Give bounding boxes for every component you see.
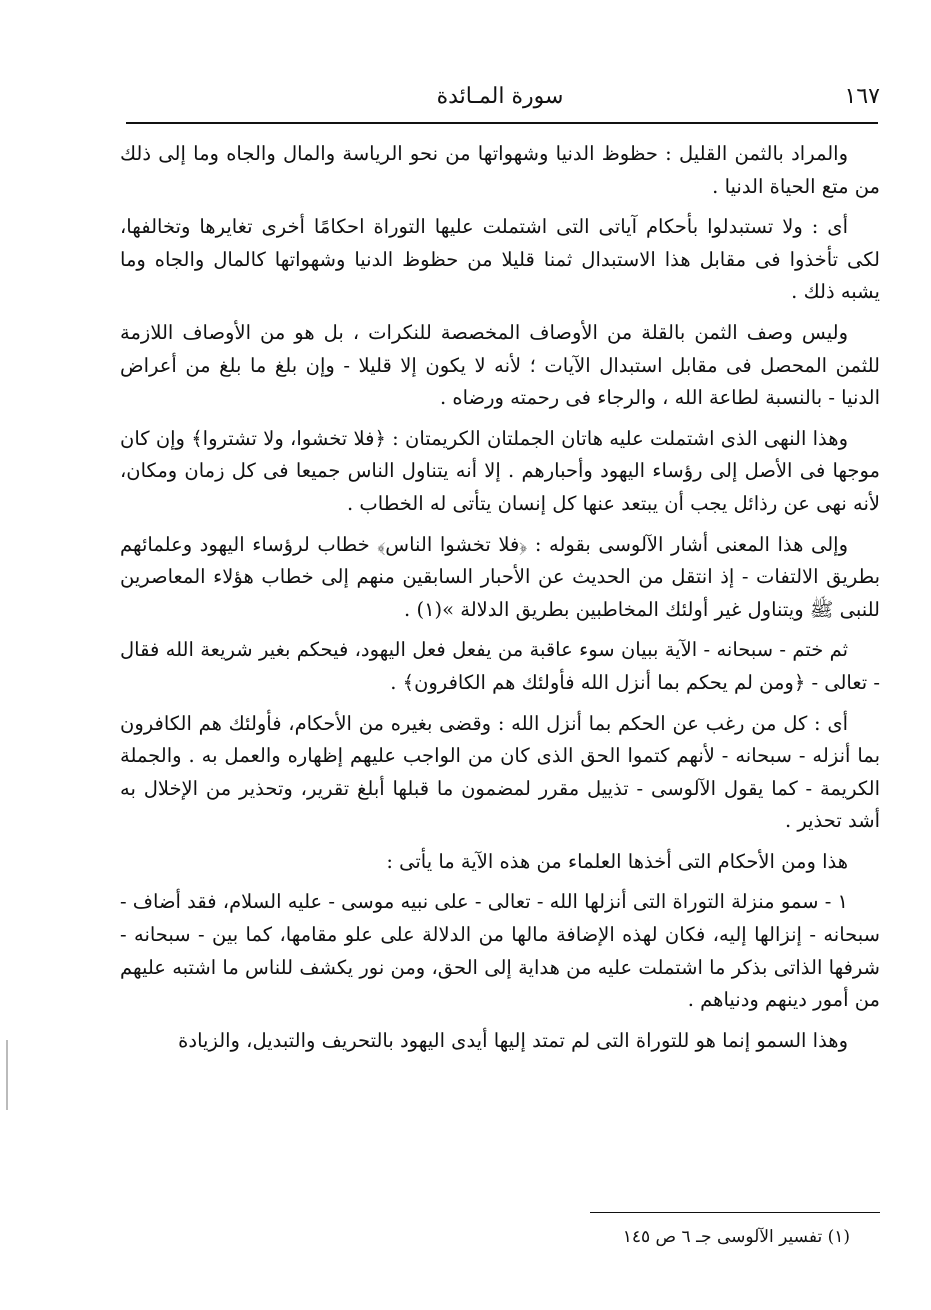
paragraph: والمراد بالثمن القليل : حظوظ الدنيا وشهواتها من نحو الرياسة والمال والجاه وما إلى ذلك من متع الحياة الدنيا . bbox=[120, 142, 880, 198]
paragraph: وإلى هذا المعنى أشار الآلوسى بقوله : ﴿فلا تخشوا الناس﴾ خطاب لرؤساء اليهود وعلمائهم بطريق الالتفات - إذ انتقل من الحديث عن الأحبار السابقين منهم إلى خطاب هؤلاء المعاصرين للنبى ﷺ ويتناول غير أولئك المخاطبين بطريق الدلالة »(١) . bbox=[120, 532, 880, 621]
page-header bbox=[120, 84, 880, 116]
paragraph: وليس وصف الثمن بالقلة من الأوصاف المخصصة للنكرات ، بل هو من الأوصاف اللازمة للثمن المحصل فى مقابل استبدال الآيات ؛ لأنه لا يكون إلا قليلا - وإن بلغ ما بلغ من أعراض الدنيا - بالنسبة لطاعة الله ، والرجاء فى رحمته ورضاه . bbox=[120, 320, 880, 410]
page-number: ١٦٧ bbox=[844, 84, 880, 109]
paragraph: هذا ومن الأحكام التى أخذها العلماء من هذه الآية ما يأتى : bbox=[386, 849, 848, 873]
paragraph: ثم ختم - سبحانه - الآية ببيان سوء عاقبة من يفعل فعل اليهود، فيحكم بغير شريعة الله فقال - تعالى - ﴿ومن لم يحكم بما أنزل الله فأولئك هم الكافرون﴾ . bbox=[120, 638, 880, 694]
footnote: (١) تفسير الآلوسى جـ ٦ ص ١٤٥ bbox=[622, 1227, 850, 1247]
surah-title: سورة المـائدة bbox=[436, 84, 564, 109]
paragraph: ١ - سمو منزلة التوراة التى أنزلها الله - تعالى - على نبيه موسى - عليه السلام، فقد أضاف - سبحانه - إنزالها إليه، فكان لهذه الإضافة مالها من الدلالة على علو مقامها، كما بين - سبحانه - شرفها الذاتى بذكر ما اشتملت عليه من هداية إلى الحق، ومن نور يكشف للناس ما اشتبه عليهم من أمور دينهم ودنياهم . bbox=[120, 890, 880, 1012]
footnote-rule bbox=[590, 1212, 880, 1213]
paragraph: وهذا السمو إنما هو للتوراة التى لم تمتد إليها أيدى اليهود بالتحريف والتبديل، والزيادة bbox=[178, 1028, 848, 1052]
page-body bbox=[120, 138, 880, 1057]
header-rule bbox=[126, 122, 878, 124]
paragraph: أى : ولا تستبدلوا بأحكام آياتى التى اشتملت عليها التوراة احكامًا أخرى تغايرها وتخالفها، لكى تأخذوا فى مقابل هذا الاستبدال ثمنا قليلا من حظوظ الدنيا وشهواتها كالمال والجاه وما يشبه ذلك . bbox=[120, 215, 880, 304]
paragraph: أى : كل من رغب عن الحكم بما أنزل الله : وقضى بغيره من الأحكام، فأولئك هم الكافرون بما أنزله - سبحانه - لأنهم كتموا الحق الذى كان من الواجب عليهم إظهاره والعمل به . والجملة الكريمة - كما يقول الآلوسى - تذييل مقرر لمضمون ما قبلها أبلغ تقرير، وتحذير من الإخلال به أشد تحذير . bbox=[120, 711, 880, 833]
scan-edge-mark bbox=[6, 1040, 8, 1110]
paragraph: وهذا النهى الذى اشتملت عليه هاتان الجملتان الكريمتان : ﴿فلا تخشوا، ولا تشتروا﴾ وإن كان موجها فى الأصل إلى رؤساء اليهود وأحبارهم . إلا أنه يتناول الناس جميعا فى كل زمان ومكان، لأنه نهى عن رذائل يجب أن يبتعد عنها كل إنسان يتأتى له الخطاب . bbox=[120, 426, 880, 515]
book-page bbox=[120, 84, 880, 1247]
